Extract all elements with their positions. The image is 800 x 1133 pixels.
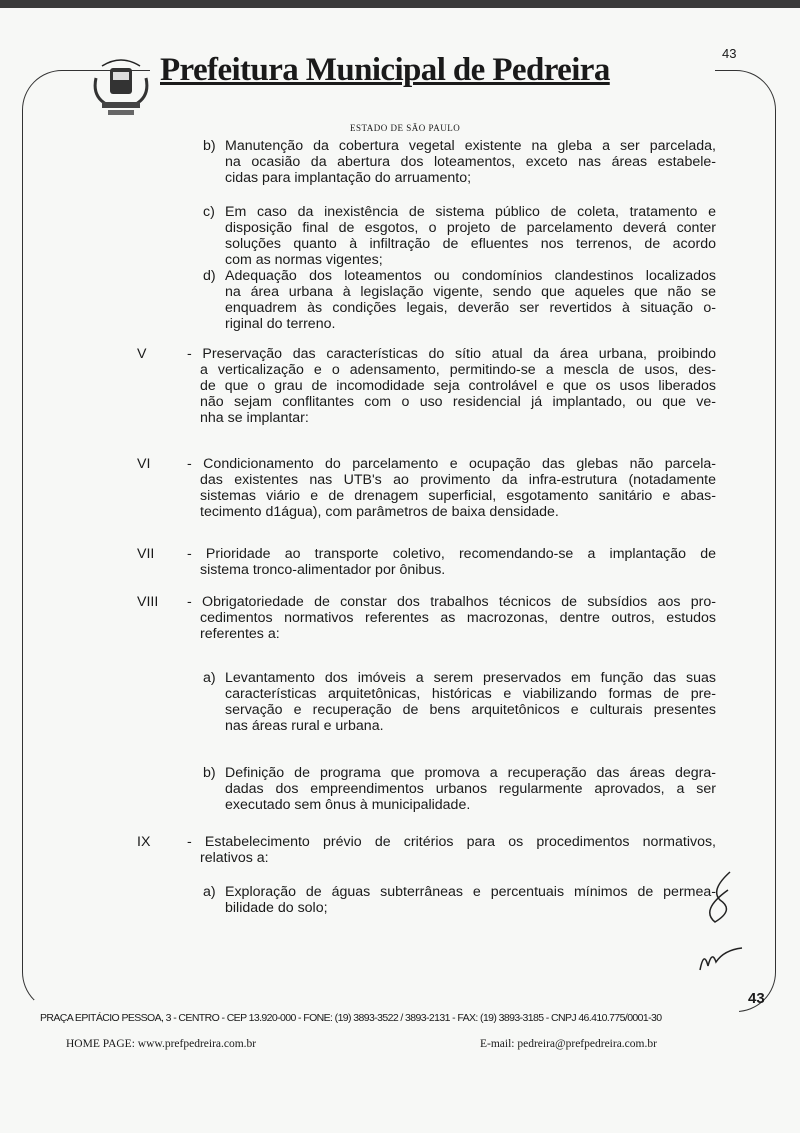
item-label: c) [203,204,215,220]
text-line: sistemas viário e de drenagem superficial, esgotamento sanitário e abas- [200,488,716,504]
text-line: Levantamento dos imóveis a serem preservados em função das suas [225,670,716,686]
footer-home-page[interactable]: HOME PAGE: www.prefpedreira.com.br [66,1038,257,1050]
text-line: tecimento d1água), com parâmetros de baixa densidade. [200,504,559,520]
text-line: Em caso da inexistência de sistema público de coleta, tratamento e [225,204,716,220]
text-line: servação e recuperação de bens arquitetônicos e culturais presentes [225,702,716,718]
text-line: a verticalização e o adensamento, permitindo-se a mescla de usos, des- [200,362,716,378]
text-line: não sejam conflitantes com o uso residencial já implantado, ou que ve- [200,394,716,410]
text-line: dadas dos empreendimentos urbanos regularmente aprovados, a ser [225,781,716,797]
text-line: riginal do terreno. [225,316,336,332]
text-line: enquadrem às condições legais, deverão ser revertidos à situação o- [225,300,716,316]
text-line: disposição final de esgotos, o projeto de parcelamento deverá conter [225,220,716,236]
text-line: Manutenção da cobertura vegetal existente na gleba a ser parcelada, [225,138,716,154]
footer-address: PRAÇA EPITÁCIO PESSOA, 3 - CENTRO - CEP 13.920-000 - FONE: (19) 3893-3522 / 3893-2131 - FAX: (19) 3893-3185 - CNPJ 46.410.775/0001-30 [40,1012,662,1024]
text-line: sistema tronco-alimentador por ônibus. [200,562,446,578]
text-line: cedimentos normativos referentes as macrozonas, dentre outros, estudos [200,610,716,626]
item-label: VI [137,456,151,472]
text-line: - Estabelecimento prévio de critérios para os procedimentos normativos, [187,834,716,850]
item-label: VIII [137,594,159,610]
text-line: cidas para implantação do arruamento; [225,170,472,186]
text-line: - Obrigatoriedade de constar dos trabalhos técnicos de subsídios aos pro- [187,594,716,610]
scan-edge [0,0,800,8]
text-line: relativos a: [200,850,269,866]
item-label: a) [203,670,216,686]
page-number: 43 [722,46,737,61]
text-line: soluções quanto à infiltração de efluentes nos terrenos, de acordo [225,236,716,252]
item-label: b) [203,138,216,154]
text-line: nas áreas rural e urbana. [225,718,384,734]
text-line: de que o grau de incomodidade seja controlável e que os usos liberados [200,378,716,394]
state-subtitle: ESTADO DE SÃO PAULO [350,123,461,133]
page-title: Prefeitura Municipal de Pedreira [160,52,610,88]
footer-stamp-number: 43 [748,990,765,1007]
item-label: V [137,346,147,362]
item-label: a) [203,884,216,900]
handwritten-initials [690,870,750,980]
text-line: - Preservação das características do sítio atual da área urbana, proibindo [187,346,716,362]
text-line: Definição de programa que promova a recuperação das áreas degra- [225,765,716,781]
text-line: características arquitetônicas, históricas e viabilizando formas de pre- [225,686,716,702]
text-line: Exploração de águas subterrâneas e percentuais mínimos de permea- [225,884,716,900]
text-line: bilidade do solo; [225,900,328,916]
text-line: nha se implantar: [200,410,309,426]
text-line: - Condicionamento do parcelamento e ocupação das glebas não parcela- [187,456,716,472]
item-label: d) [203,268,216,284]
municipal-crest-logo [88,52,154,118]
text-line: das existentes nas UTB's ao provimento da infra-estrutura (notadamente [200,472,716,488]
item-label: VII [137,546,155,562]
item-label: b) [203,765,216,781]
item-label: IX [137,834,151,850]
text-line: - Prioridade ao transporte coletivo, recomendando-se a implantação de [187,546,716,562]
text-line: referentes a: [200,626,280,642]
text-line: na área urbana à legislação vigente, sendo que aqueles que não se [225,284,716,300]
text-line: executado sem ônus à municipalidade. [225,797,471,813]
text-line: Adequação dos loteamentos ou condomínios clandestinos localizados [225,268,716,284]
footer-email[interactable]: E-mail: pedreira@prefpedreira.com.br [480,1038,657,1050]
text-line: com as normas vigentes; [225,252,383,268]
text-line: na ocasião da abertura dos loteamentos, exceto nas áreas estabele- [225,154,716,170]
